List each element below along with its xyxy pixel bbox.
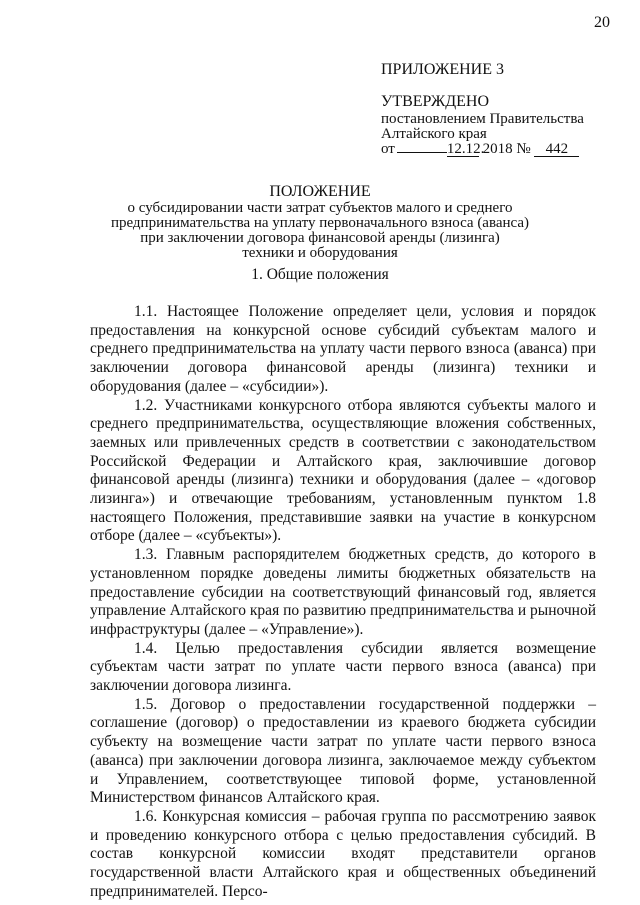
paragraph-1-4: 1.4. Целью предоставления субсидии является возмещение субъектам части затрат по уплате части первого взноса (аванса) при заключении договора лизинга.: [90, 639, 596, 695]
document-body: [90, 303, 596, 902]
paragraph-1-2: 1.2. Участниками конкурсного отбора являются субъекты малого и среднего предпринимательства, осуществляющие вложения собственных, заемных или привлеченных средств в соответствии с законодательством Российской Федерации и Алтайского края, заключившие договор финансовой аренды (лизинга) техники и оборудования (далее – «договор лизинга») и отвечающие требованиям, установленным пунктом 1.8 настоящего Положения, представившие заявки на участие в конкурсном отборе (далее – «субъекты»).: [90, 396, 596, 545]
paragraph-1-3: 1.3. Главным распорядителем бюджетных средств, до которого в установленном порядке доведены лимиты бюджетных обязательств на предоставление субсидии на соответствующий финансовый год, является управление Алтайского края по развитию предпринимательства и рыночной инфраструктуры (далее – «Управление»).: [90, 546, 596, 638]
approval-block: [381, 60, 584, 157]
document-subtitle-line-1: о субсидировании части затрат субъектов малого и среднего: [127, 200, 513, 216]
approved-by-region: Алтайского края: [381, 126, 487, 142]
paragraph-1-1: 1.1. Настоящее Положение определяет цели, условия и порядок предоставления на конкурсной основе субсидий субъектам малого и среднего предпринимательства на уплату части первого взноса (аванса) при заключении договора финансовой аренды (лизинга) техники и оборудования (далее – «субсидии»).: [90, 303, 596, 395]
document-subtitle-line-2: предпринимательства на уплату первоначального взноса (аванса): [110, 215, 530, 231]
document-title: ПОЛОЖЕНИЕ: [269, 183, 371, 200]
approval-date-line: [381, 142, 584, 157]
approval-year: 2018: [482, 141, 513, 157]
approved-label: УТВЕРЖДЕНО: [381, 93, 490, 110]
approval-date: 12.12.: [446, 141, 485, 157]
approval-number: 442: [534, 142, 579, 157]
number-sign: №: [516, 141, 531, 157]
page-number: 20: [594, 14, 610, 31]
document-subtitle-line-4: техники и оборудования: [242, 245, 398, 261]
approved-by-line: постановлением Правительства: [381, 111, 584, 127]
date-blank-underline: [397, 152, 447, 153]
paragraph-1-6: 1.6. Конкурсная комиссия – рабочая группа по рассмотрению заявок и проведению конкурсного отбора с целью предоставления субсидий. В состав конкурсной комиссии входят представители органов государственной власти Алтайского края и общественных объединений предпринимателей. Персо-: [90, 807, 596, 900]
appendix-label: ПРИЛОЖЕНИЕ 3: [381, 61, 505, 78]
document-subtitle-line-3: при заключении договора финансовой аренды (лизинга): [140, 230, 500, 246]
date-prefix: от: [381, 141, 395, 157]
document-title-block: [0, 183, 640, 261]
paragraph-1-5: 1.5. Договор о предоставлении государственной поддержки – соглашение (договор) о предоставлении из краевого бюджета субсидии субъекту на возмещение части затрат по уплате части первого взноса (аванса) при заключении договора лизинга, заключаемое между субъектом и Управлением, соответствующее типовой форме, установленной Министерством финансов Алтайского края.: [90, 695, 596, 807]
section-heading: 1. Общие положения: [251, 266, 389, 283]
